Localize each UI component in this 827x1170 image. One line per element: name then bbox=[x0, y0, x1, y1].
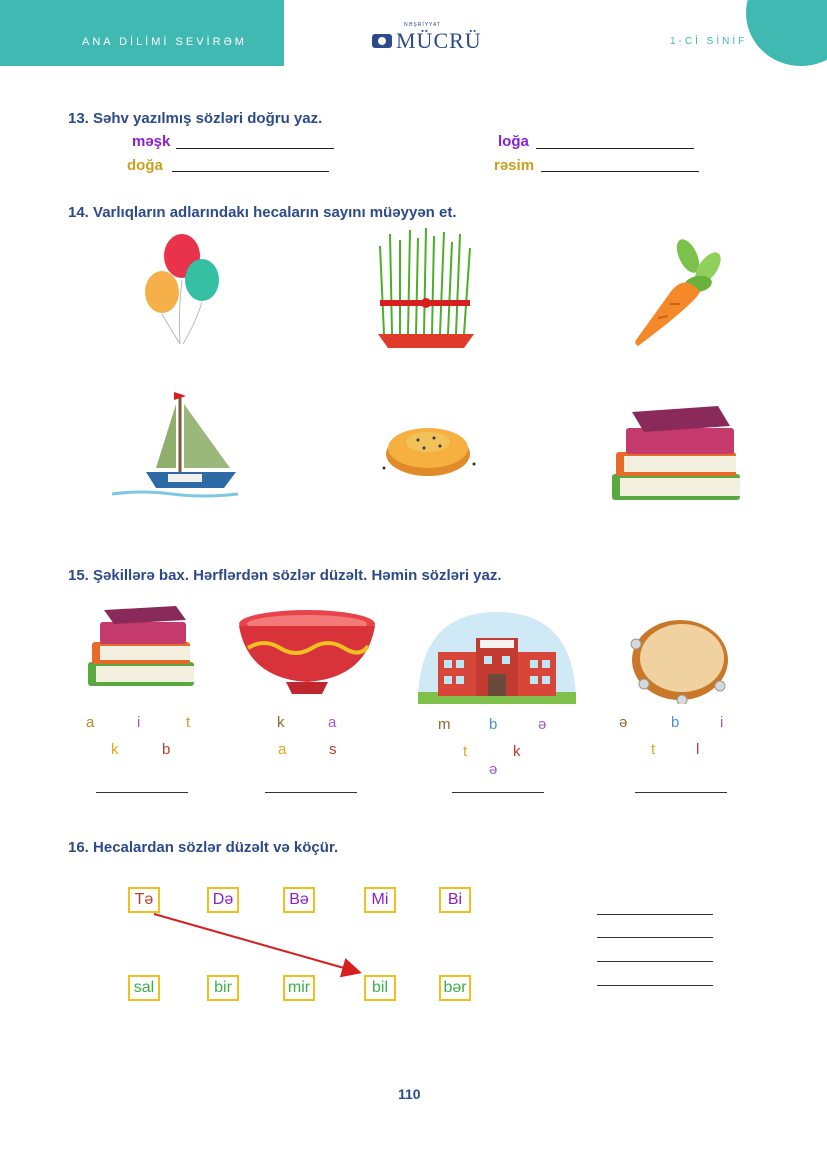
answer-line[interactable] bbox=[96, 792, 188, 793]
syllable-box[interactable]: Bə bbox=[283, 887, 315, 913]
task-15-title: 15. Şəkillərə bax. Hərflərdən sözlər düzəlt. Həmin sözləri yaz. bbox=[68, 567, 502, 584]
answer-line[interactable] bbox=[536, 148, 694, 149]
page-number: 110 bbox=[398, 1086, 421, 1102]
book-title: ANA DİLİMİ SEVİRƏM bbox=[82, 36, 247, 48]
books-image bbox=[86, 604, 198, 690]
syllable-box[interactable]: bir bbox=[207, 975, 239, 1001]
letter: t bbox=[463, 743, 468, 760]
letter: s bbox=[329, 741, 337, 758]
letter: a bbox=[328, 714, 337, 731]
school-image bbox=[418, 612, 576, 706]
books-image bbox=[608, 402, 746, 506]
word-loga: loğa bbox=[498, 133, 529, 150]
answer-line[interactable] bbox=[172, 171, 329, 172]
answer-line[interactable] bbox=[597, 985, 713, 986]
answer-line[interactable] bbox=[541, 171, 699, 172]
letter: k bbox=[111, 741, 119, 758]
answer-line[interactable] bbox=[597, 961, 713, 962]
carrot-image bbox=[628, 234, 732, 350]
syllable-box[interactable]: mir bbox=[283, 975, 315, 1001]
pastry-image bbox=[378, 418, 482, 482]
letter: l bbox=[696, 741, 700, 758]
camera-icon bbox=[372, 34, 392, 48]
word-resim: rəsim bbox=[494, 157, 535, 174]
connecting-arrow bbox=[150, 910, 370, 980]
letter: ə bbox=[538, 716, 547, 733]
letter: i bbox=[720, 714, 724, 731]
answer-line[interactable] bbox=[635, 792, 727, 793]
letter: i bbox=[137, 714, 141, 731]
sailboat-image bbox=[112, 388, 242, 502]
task-13-title: 13. Səhv yazılmış sözləri doğru yaz. bbox=[68, 110, 323, 127]
word-doga: doğa bbox=[127, 157, 163, 174]
letter: ə bbox=[619, 714, 628, 731]
publisher-logo bbox=[372, 28, 482, 54]
answer-line[interactable] bbox=[452, 792, 544, 793]
letter: m bbox=[438, 716, 451, 733]
answer-line[interactable] bbox=[176, 148, 334, 149]
letter: a bbox=[86, 714, 95, 731]
answer-line[interactable] bbox=[597, 937, 713, 938]
syllable-box[interactable]: bil bbox=[364, 975, 396, 1001]
syllable-box[interactable]: bər bbox=[439, 975, 471, 1001]
word-mesk: məşk bbox=[132, 133, 171, 150]
letter: t bbox=[186, 714, 191, 731]
syllable-box[interactable]: Tə bbox=[128, 887, 160, 913]
logo-text: MÜCRÜ bbox=[396, 28, 482, 53]
tambourine-image bbox=[622, 614, 732, 704]
task-14-title: 14. Varlıqların adlarındakı hecaların sayını müəyyən et. bbox=[68, 204, 457, 221]
samani-image bbox=[374, 226, 478, 352]
syllable-box[interactable]: Də bbox=[207, 887, 239, 913]
syllable-box[interactable]: Mi bbox=[364, 887, 396, 913]
logo-subtitle: NƏŞRİYYAT bbox=[404, 22, 442, 28]
letter: b bbox=[162, 741, 171, 758]
letter: k bbox=[513, 743, 521, 760]
grade-label: 1-Cİ SİNİF bbox=[670, 36, 748, 47]
letter: b bbox=[489, 716, 498, 733]
task-16-title: 16. Hecalardan sözlər düzəlt və köçür. bbox=[68, 839, 339, 856]
answer-line[interactable] bbox=[597, 914, 713, 915]
corner-decoration bbox=[746, 0, 827, 66]
header-band bbox=[0, 0, 284, 66]
letter: k bbox=[277, 714, 285, 731]
syllable-box[interactable]: Bi bbox=[439, 887, 471, 913]
letter: b bbox=[671, 714, 680, 731]
letter: a bbox=[278, 741, 287, 758]
balloons-image bbox=[138, 232, 228, 352]
letter: ə bbox=[489, 761, 498, 778]
syllable-box[interactable]: sal bbox=[128, 975, 160, 1001]
bowl-image bbox=[236, 608, 378, 698]
answer-line[interactable] bbox=[265, 792, 357, 793]
letter: t bbox=[651, 741, 656, 758]
